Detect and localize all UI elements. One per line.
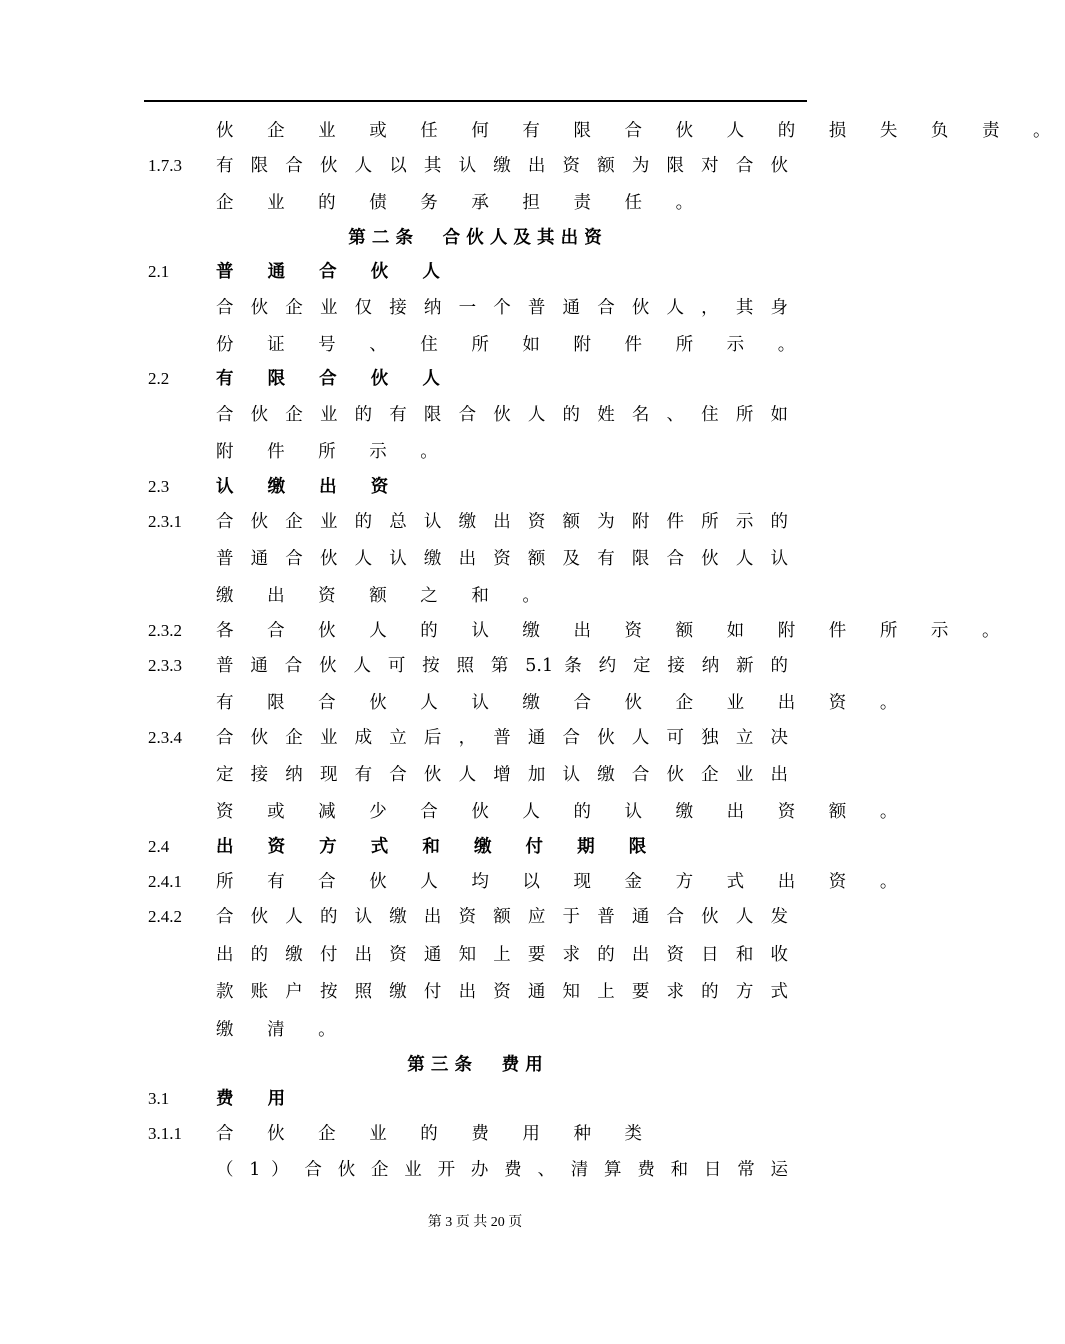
clause-number: 2.4.1 bbox=[148, 872, 182, 891]
clause-text: 出 的 缴 付 出 资 通 知 上 要 求 的 出 资 日 和 收 bbox=[216, 945, 788, 965]
text-line bbox=[0, 116, 1065, 146]
clause-number: 3.1.1 bbox=[148, 1124, 182, 1143]
clause-text: 合 伙 企 业 的 费 用 种 类 bbox=[216, 1124, 657, 1144]
text-line bbox=[0, 977, 950, 1007]
text-line bbox=[0, 1155, 950, 1185]
text-line bbox=[0, 940, 950, 970]
clause-text: 资 或 减 少 合 伙 人 的 认 缴 出 资 额 。 bbox=[216, 802, 912, 822]
clause-text: 款 账 户 按 照 缴 付 出 资 通 知 上 要 求 的 方 式 bbox=[216, 982, 788, 1002]
section-title: 普 通 合 伙 人 bbox=[216, 262, 454, 282]
clause-text: 合 伙 企 业 的 总 认 缴 出 资 额 为 附 件 所 示 的 bbox=[216, 512, 788, 532]
text-line bbox=[0, 400, 950, 430]
clause-number: 2.2 bbox=[148, 369, 170, 388]
clause-number: 2.1 bbox=[148, 262, 170, 281]
clause-text: 合 伙 企 业 成 立 后 ， 普 通 合 伙 人 可 独 立 决 bbox=[216, 728, 788, 748]
page-footer: 第 3 页 共 20 页 bbox=[427, 1215, 523, 1230]
article-heading: 第 三 条 费 用 bbox=[407, 1055, 543, 1075]
text-line bbox=[0, 688, 950, 718]
text-line bbox=[0, 581, 950, 611]
clause-text: 合 伙 企 业 的 有 限 合 伙 人 的 姓 名 、 住 所 如 bbox=[216, 405, 788, 425]
clause-text: （ 1 ） 合 伙 企 业 开 办 费 、 清 算 费 和 日 常 运 bbox=[216, 1160, 788, 1180]
clause-text: 所 有 合 伙 人 均 以 现 金 方 式 出 资 。 bbox=[216, 872, 912, 892]
text-line bbox=[0, 1084, 950, 1114]
text-line bbox=[0, 188, 950, 218]
text-line bbox=[0, 151, 950, 181]
clause-text: 各 合 伙 人 的 认 缴 出 资 额 如 附 件 所 示 。 bbox=[216, 621, 1014, 641]
text-line bbox=[0, 723, 950, 753]
clause-text: 缴 清 。 bbox=[216, 1020, 350, 1040]
text-line bbox=[0, 760, 950, 790]
text-line bbox=[0, 1015, 950, 1045]
section-title: 认 缴 出 资 bbox=[216, 477, 403, 497]
text-line bbox=[0, 867, 950, 897]
clause-text: 合 伙 人 的 认 缴 出 资 额 应 于 普 通 合 伙 人 发 bbox=[216, 907, 788, 927]
text-line bbox=[0, 616, 1014, 646]
clause-text: 伙 企 业 或 任 何 有 限 合 伙 人 的 损 失 负 责 。 bbox=[216, 121, 1065, 141]
clause-text: 普 通 合 伙 人 可 按 照 第 5.1 条 约 定 接 纳 新 的 bbox=[216, 656, 788, 676]
clause-text: 有 限 合 伙 人 认 缴 合 伙 企 业 出 资 。 bbox=[216, 693, 912, 713]
text-line bbox=[0, 330, 950, 360]
text-line bbox=[0, 1119, 950, 1149]
text-line bbox=[0, 797, 950, 827]
clause-text: 缴 出 资 额 之 和 。 bbox=[216, 586, 554, 606]
article-heading: 第 二 条 合 伙 人 及 其 出 资 bbox=[348, 228, 602, 248]
text-line bbox=[0, 651, 950, 681]
clause-number: 2.4 bbox=[148, 837, 170, 856]
clause-number: 2.3.2 bbox=[148, 621, 182, 640]
clause-number: 3.1 bbox=[148, 1089, 170, 1108]
clause-text: 有 限 合 伙 人 以 其 认 缴 出 资 额 为 限 对 合 伙 bbox=[216, 156, 788, 176]
section-title: 出 资 方 式 和 缴 付 期 限 bbox=[216, 837, 661, 857]
text-line bbox=[0, 544, 950, 574]
text-line bbox=[0, 507, 950, 537]
clause-text: 普 通 合 伙 人 认 缴 出 资 额 及 有 限 合 伙 人 认 bbox=[216, 549, 788, 569]
section-title: 有 限 合 伙 人 bbox=[216, 369, 454, 389]
text-line bbox=[0, 832, 950, 862]
section-title: 费 用 bbox=[216, 1089, 300, 1109]
clause-number: 2.3 bbox=[148, 477, 170, 496]
clause-number: 1.7.3 bbox=[148, 156, 182, 175]
text-line bbox=[0, 257, 950, 287]
clause-number: 2.3.1 bbox=[148, 512, 182, 531]
text-line bbox=[0, 293, 950, 323]
clause-number: 2.4.2 bbox=[148, 907, 182, 926]
text-line bbox=[0, 472, 950, 502]
clause-text: 附 件 所 示 。 bbox=[216, 442, 452, 462]
clause-text: 合 伙 企 业 仅 接 纳 一 个 普 通 合 伙 人 ， 其 身 bbox=[216, 298, 788, 318]
clause-number: 2.3.3 bbox=[148, 656, 182, 675]
clause-text: 份 证 号 、 住 所 如 附 件 所 示 。 bbox=[216, 335, 810, 355]
text-line bbox=[0, 902, 950, 932]
clause-number: 2.3.4 bbox=[148, 728, 182, 747]
text-line bbox=[0, 437, 950, 467]
clause-text: 企 业 的 债 务 承 担 责 任 。 bbox=[216, 193, 708, 213]
clause-text: 定 接 纳 现 有 合 伙 人 增 加 认 缴 合 伙 企 业 出 bbox=[216, 765, 788, 785]
text-line bbox=[0, 364, 950, 394]
